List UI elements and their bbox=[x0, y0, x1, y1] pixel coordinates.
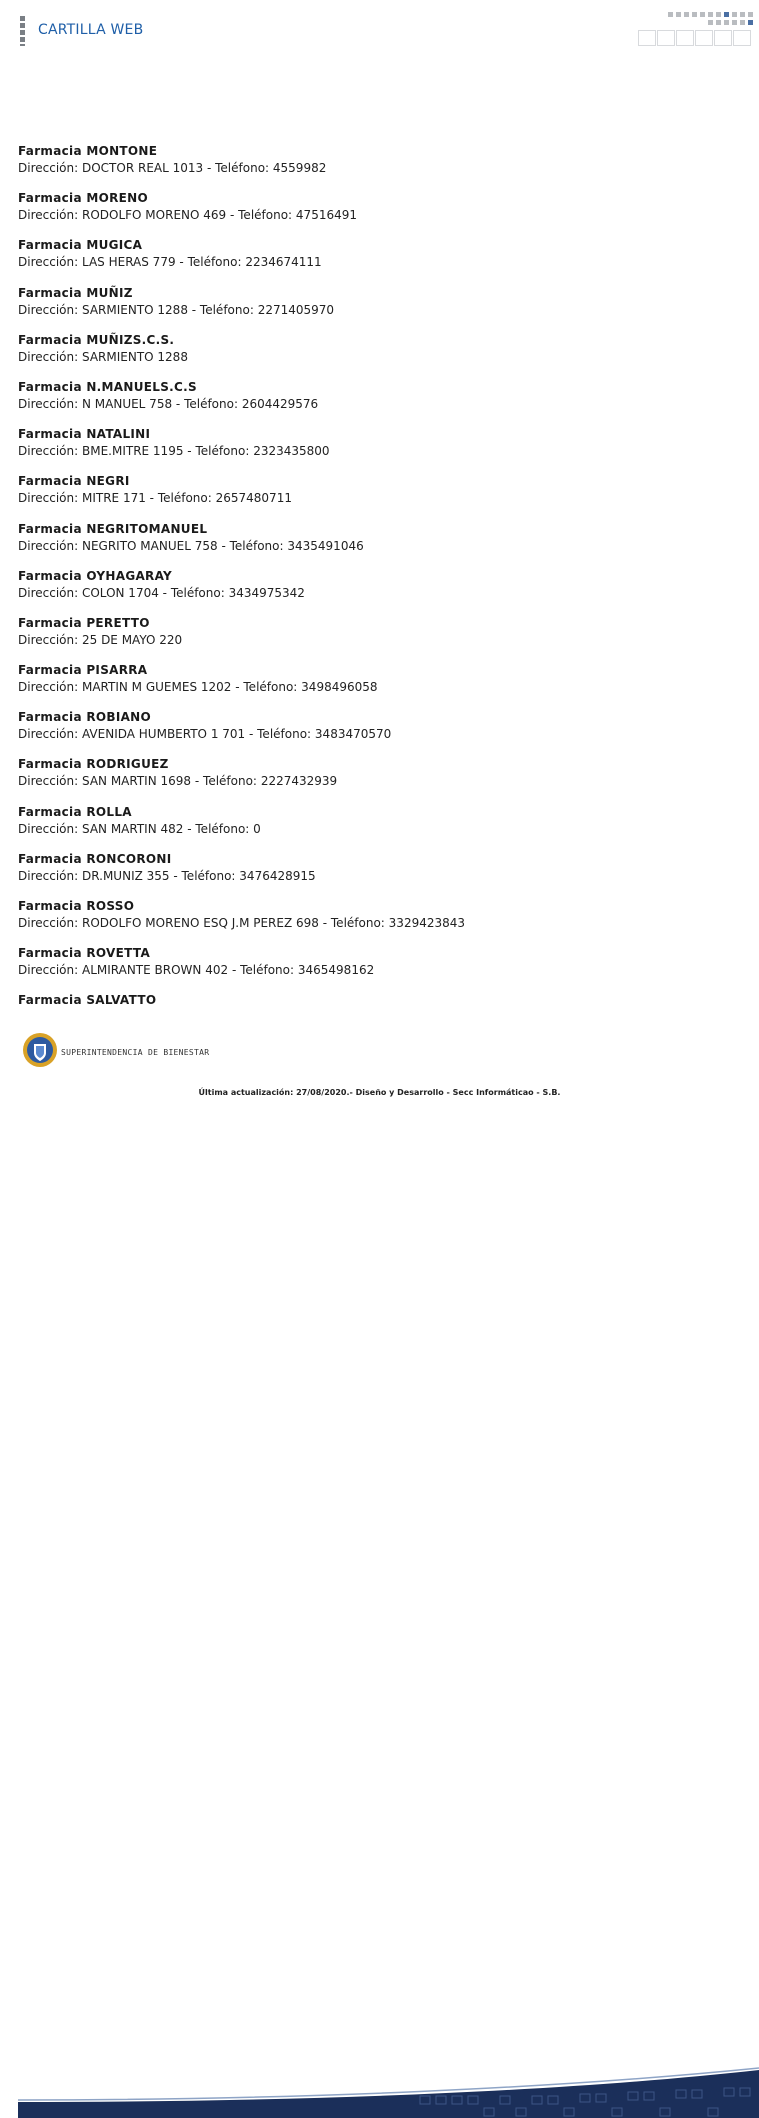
pharmacy-name-value: MUGICA bbox=[86, 238, 143, 253]
footer-wave-decoration bbox=[0, 2066, 759, 2118]
pharmacy-name bbox=[18, 898, 738, 914]
phone-value: 3465498162 bbox=[297, 963, 375, 978]
last-update-line: Última actualización: 27/08/2020.- Diseño y Desarrollo - Secc Informáticao - S.B. bbox=[198, 1088, 561, 1097]
pharmacy-name-value: ROBIANO bbox=[86, 710, 152, 725]
page-header bbox=[0, 0, 759, 60]
pharmacy-entry bbox=[18, 190, 738, 237]
pharmacy-address-line bbox=[18, 348, 738, 366]
pharmacy-address-line: Dirección: LAS HERAS 779 - Teléfono: 2234674111 bbox=[18, 255, 322, 270]
pharmacy-prefix: Farmacia bbox=[18, 285, 82, 300]
address-value: NEGRITO MANUEL 758 bbox=[81, 538, 218, 553]
address-label: Dirección: bbox=[18, 632, 79, 647]
pharmacy-name bbox=[18, 237, 738, 253]
header-grid-decoration bbox=[636, 12, 758, 48]
pharmacy-entry bbox=[18, 662, 738, 709]
pharmacy-entry bbox=[18, 945, 738, 992]
address-label: Dirección: bbox=[18, 680, 79, 695]
pharmacy-prefix: Farmacia bbox=[18, 144, 82, 158]
pharmacy-address-line: Dirección: BME.MITRE 1195 - Teléfono: 2323435800 bbox=[18, 444, 330, 459]
pharmacy-entry bbox=[18, 521, 738, 568]
pharmacy-prefix: Farmacia bbox=[18, 804, 82, 819]
pharmacy-name bbox=[18, 473, 738, 489]
pharmacy-address-line: Dirección: ALMIRANTE BROWN 402 - Teléfono: 3465498162 bbox=[18, 963, 375, 978]
pharmacy-name-value: RODRIGUEZ bbox=[86, 757, 169, 772]
address-value: SAN MARTIN 1698 bbox=[81, 774, 192, 789]
phone-label: Teléfono: bbox=[184, 396, 239, 411]
address-value: SARMIENTO 1288 bbox=[81, 349, 188, 364]
address-value: SARMIENTO 1288 bbox=[81, 302, 188, 317]
pharmacy-name bbox=[18, 992, 738, 1008]
address-value: AVENIDA HUMBERTO 1 701 bbox=[81, 727, 246, 742]
pharmacy-address-line: Dirección: SAN MARTIN 482 - Teléfono: 0 bbox=[18, 821, 261, 836]
pharmacy-entry bbox=[18, 756, 738, 803]
pharmacy-name-value: ROVETTA bbox=[86, 946, 151, 961]
address-value: BME.MITRE 1195 bbox=[81, 444, 184, 459]
phone-value: 2234674111 bbox=[245, 255, 322, 270]
pharmacy-prefix: Farmacia bbox=[18, 946, 82, 961]
address-label: Dirección: bbox=[18, 396, 79, 411]
phone-value: 3498496058 bbox=[301, 680, 378, 695]
pharmacy-address-line: Dirección: DR.MUNIZ 355 - Teléfono: 3476428915 bbox=[18, 868, 316, 883]
pharmacy-entry bbox=[18, 285, 738, 332]
header-title: CARTILLA WEB bbox=[38, 22, 144, 38]
pharmacy-name bbox=[18, 143, 738, 159]
address-value: N MANUEL 758 bbox=[81, 396, 173, 411]
pharmacy-prefix: Farmacia bbox=[18, 710, 82, 725]
pharmacy-name-value: PERETTO bbox=[86, 615, 150, 630]
pharmacy-name bbox=[18, 426, 738, 442]
address-value: RODOLFO MORENO 469 bbox=[81, 208, 227, 223]
pharmacy-address-line: Dirección: COLON 1704 - Teléfono: 3434975342 bbox=[18, 585, 305, 600]
address-label: Dirección: bbox=[18, 868, 79, 883]
phone-label: Teléfono: bbox=[195, 821, 250, 836]
phone-value: 2604429576 bbox=[241, 396, 319, 411]
pharmacy-address-line: Dirección: AVENIDA HUMBERTO 1 701 - Teléfono: 3483470570 bbox=[18, 727, 392, 742]
address-value: DOCTOR REAL 1013 bbox=[81, 161, 204, 175]
pharmacy-prefix: Farmacia bbox=[18, 521, 82, 536]
pharmacy-entry bbox=[18, 143, 738, 190]
pharmacy-name bbox=[18, 851, 738, 867]
phone-value: 3329423843 bbox=[388, 916, 466, 930]
address-value: ALMIRANTE BROWN 402 bbox=[81, 963, 229, 978]
pharmacy-name-value: OYHAGARAY bbox=[86, 568, 173, 583]
pharmacy-name bbox=[18, 568, 738, 584]
pharmacy-prefix: Farmacia bbox=[18, 191, 82, 206]
address-value: RODOLFO MORENO ESQ J.M PEREZ 698 bbox=[81, 916, 319, 930]
phone-value: 3434975342 bbox=[228, 585, 305, 600]
phone-label: Teléfono: bbox=[181, 868, 236, 883]
pharmacy-name-value: N.MANUELS.C.S bbox=[86, 379, 197, 394]
pharmacy-address-line: Dirección: N MANUEL 758 - Teléfono: 2604429576 bbox=[18, 396, 319, 411]
organization-name: SUPERINTENDENCIA DE BIENESTAR bbox=[61, 1048, 210, 1057]
phone-label: Teléfono: bbox=[199, 302, 254, 317]
pharmacy-prefix: Farmacia bbox=[18, 993, 82, 1008]
pharmacy-name bbox=[18, 709, 738, 725]
pharmacy-address-line: Dirección: NEGRITO MANUEL 758 - Teléfono: 3435491046 bbox=[18, 538, 364, 553]
address-value: MARTIN M GUEMES 1202 bbox=[81, 680, 232, 695]
pharmacy-name bbox=[18, 379, 738, 395]
pharmacy-address-line: Dirección: MITRE 171 - Teléfono: 2657480711 bbox=[18, 491, 292, 506]
pharmacy-prefix: Farmacia bbox=[18, 332, 82, 347]
address-value: 25 DE MAYO 220 bbox=[81, 632, 183, 647]
header-bar-decoration bbox=[20, 16, 25, 46]
phone-value: 0 bbox=[253, 821, 261, 836]
phone-label: Teléfono: bbox=[170, 585, 225, 600]
pharmacy-name bbox=[18, 804, 738, 820]
address-label: Dirección: bbox=[18, 444, 79, 459]
phone-label: Teléfono: bbox=[330, 916, 385, 930]
pharmacy-prefix: Farmacia bbox=[18, 568, 82, 583]
address-value: SAN MARTIN 482 bbox=[81, 821, 184, 836]
pharmacy-name-value: RONCORONI bbox=[86, 851, 172, 866]
pharmacy-name bbox=[18, 190, 738, 206]
address-label: Dirección: bbox=[18, 161, 79, 175]
pharmacy-entry bbox=[18, 379, 738, 426]
address-label: Dirección: bbox=[18, 963, 79, 978]
pharmacy-name-value: SALVATTO bbox=[86, 993, 157, 1008]
phone-label: Teléfono: bbox=[195, 444, 250, 459]
pharmacy-name-value: MUÑIZ bbox=[86, 285, 133, 300]
address-label: Dirección: bbox=[18, 538, 79, 553]
pharmacy-address-line bbox=[18, 631, 738, 649]
phone-value: 2323435800 bbox=[253, 444, 330, 459]
page-footer bbox=[0, 1030, 759, 1101]
phone-label: Teléfono: bbox=[240, 963, 295, 978]
phone-label: Teléfono: bbox=[257, 727, 312, 742]
pharmacy-name bbox=[18, 662, 738, 678]
pharmacy-name-value: MONTONE bbox=[86, 144, 158, 158]
pharmacy-name bbox=[18, 945, 738, 961]
pharmacy-prefix: Farmacia bbox=[18, 427, 82, 442]
pharmacy-address-line: Dirección: DOCTOR REAL 1013 - Teléfono: 4559982 bbox=[18, 161, 327, 175]
pharmacy-entry bbox=[18, 615, 738, 662]
phone-label: Teléfono: bbox=[215, 161, 270, 175]
pharmacy-name-value: MUÑIZS.C.S. bbox=[86, 332, 175, 347]
address-label: Dirección: bbox=[18, 727, 79, 742]
phone-label: Teléfono: bbox=[229, 538, 284, 553]
pharmacy-prefix: Farmacia bbox=[18, 379, 82, 394]
address-label: Dirección: bbox=[18, 208, 79, 223]
pharmacy-name-value: MORENO bbox=[86, 191, 148, 206]
pharmacy-list bbox=[18, 143, 738, 1040]
phone-label: Teléfono: bbox=[238, 208, 293, 223]
pharmacy-address-line: Dirección: MARTIN M GUEMES 1202 - Teléfono: 3498496058 bbox=[18, 680, 378, 695]
pharmacy-address-line: Dirección: SAN MARTIN 1698 - Teléfono: 2227432939 bbox=[18, 774, 338, 789]
pharmacy-entry bbox=[18, 473, 738, 520]
pharmacy-prefix: Farmacia bbox=[18, 851, 82, 866]
address-label: Dirección: bbox=[18, 916, 79, 930]
pharmacy-address-line: Dirección: RODOLFO MORENO ESQ J.M PEREZ 698 - Teléfono: 3329423843 bbox=[18, 916, 466, 930]
pharmacy-name bbox=[18, 521, 738, 537]
pharmacy-prefix: Farmacia bbox=[18, 238, 82, 253]
address-label: Dirección: bbox=[18, 821, 79, 836]
phone-label: Teléfono: bbox=[203, 774, 257, 789]
pharmacy-name bbox=[18, 615, 738, 631]
pharmacy-name-value: NEGRITOMANUEL bbox=[86, 521, 208, 536]
pharmacy-name bbox=[18, 285, 738, 301]
pharmacy-entry bbox=[18, 332, 738, 379]
pharmacy-name bbox=[18, 332, 738, 348]
pharmacy-name-value: NATALINI bbox=[86, 427, 151, 442]
pharmacy-prefix: Farmacia bbox=[18, 663, 82, 678]
address-label: Dirección: bbox=[18, 349, 79, 364]
pharmacy-entry bbox=[18, 709, 738, 756]
phone-label: Teléfono: bbox=[243, 680, 298, 695]
phone-value: 2657480711 bbox=[215, 491, 292, 506]
address-value: LAS HERAS 779 bbox=[81, 255, 176, 270]
pharmacy-address-line: Dirección: SARMIENTO 1288 - Teléfono: 2271405970 bbox=[18, 302, 335, 317]
pharmacy-entry bbox=[18, 804, 738, 851]
pharmacy-prefix: Farmacia bbox=[18, 899, 82, 913]
address-value: DR.MUNIZ 355 bbox=[81, 868, 170, 883]
pharmacy-entry bbox=[18, 851, 738, 898]
phone-label: Teléfono: bbox=[187, 255, 242, 270]
pharmacy-name-value: NEGRI bbox=[86, 474, 130, 489]
phone-value: 3483470570 bbox=[314, 727, 392, 742]
phone-value: 3435491046 bbox=[287, 538, 364, 553]
phone-value: 47516491 bbox=[295, 208, 357, 223]
pharmacy-name-value: ROLLA bbox=[86, 804, 132, 819]
pharmacy-entry bbox=[18, 237, 738, 284]
pharmacy-prefix: Farmacia bbox=[18, 757, 82, 772]
address-label: Dirección: bbox=[18, 302, 79, 317]
address-label: Dirección: bbox=[18, 774, 79, 789]
pharmacy-address-line: Dirección: RODOLFO MORENO 469 - Teléfono: 47516491 bbox=[18, 208, 357, 223]
address-label: Dirección: bbox=[18, 585, 79, 600]
address-label: Dirección: bbox=[18, 491, 79, 506]
pharmacy-name-value: PISARRA bbox=[86, 663, 148, 678]
phone-value: 4559982 bbox=[272, 161, 327, 175]
pharmacy-entry bbox=[18, 568, 738, 615]
address-label: Dirección: bbox=[18, 255, 79, 270]
address-value: MITRE 171 bbox=[81, 491, 146, 506]
phone-value: 2271405970 bbox=[257, 302, 335, 317]
pharmacy-entry bbox=[18, 898, 738, 945]
address-value: COLON 1704 bbox=[81, 585, 159, 600]
seal-logo bbox=[22, 1032, 58, 1068]
pharmacy-prefix: Farmacia bbox=[18, 474, 82, 489]
pharmacy-entry bbox=[18, 426, 738, 473]
pharmacy-prefix: Farmacia bbox=[18, 615, 82, 630]
phone-value: 2227432939 bbox=[260, 774, 338, 789]
pharmacy-name bbox=[18, 756, 738, 772]
phone-value: 3476428915 bbox=[239, 868, 316, 883]
phone-label: Teléfono: bbox=[157, 491, 212, 506]
pharmacy-name-value: ROSSO bbox=[86, 899, 135, 913]
